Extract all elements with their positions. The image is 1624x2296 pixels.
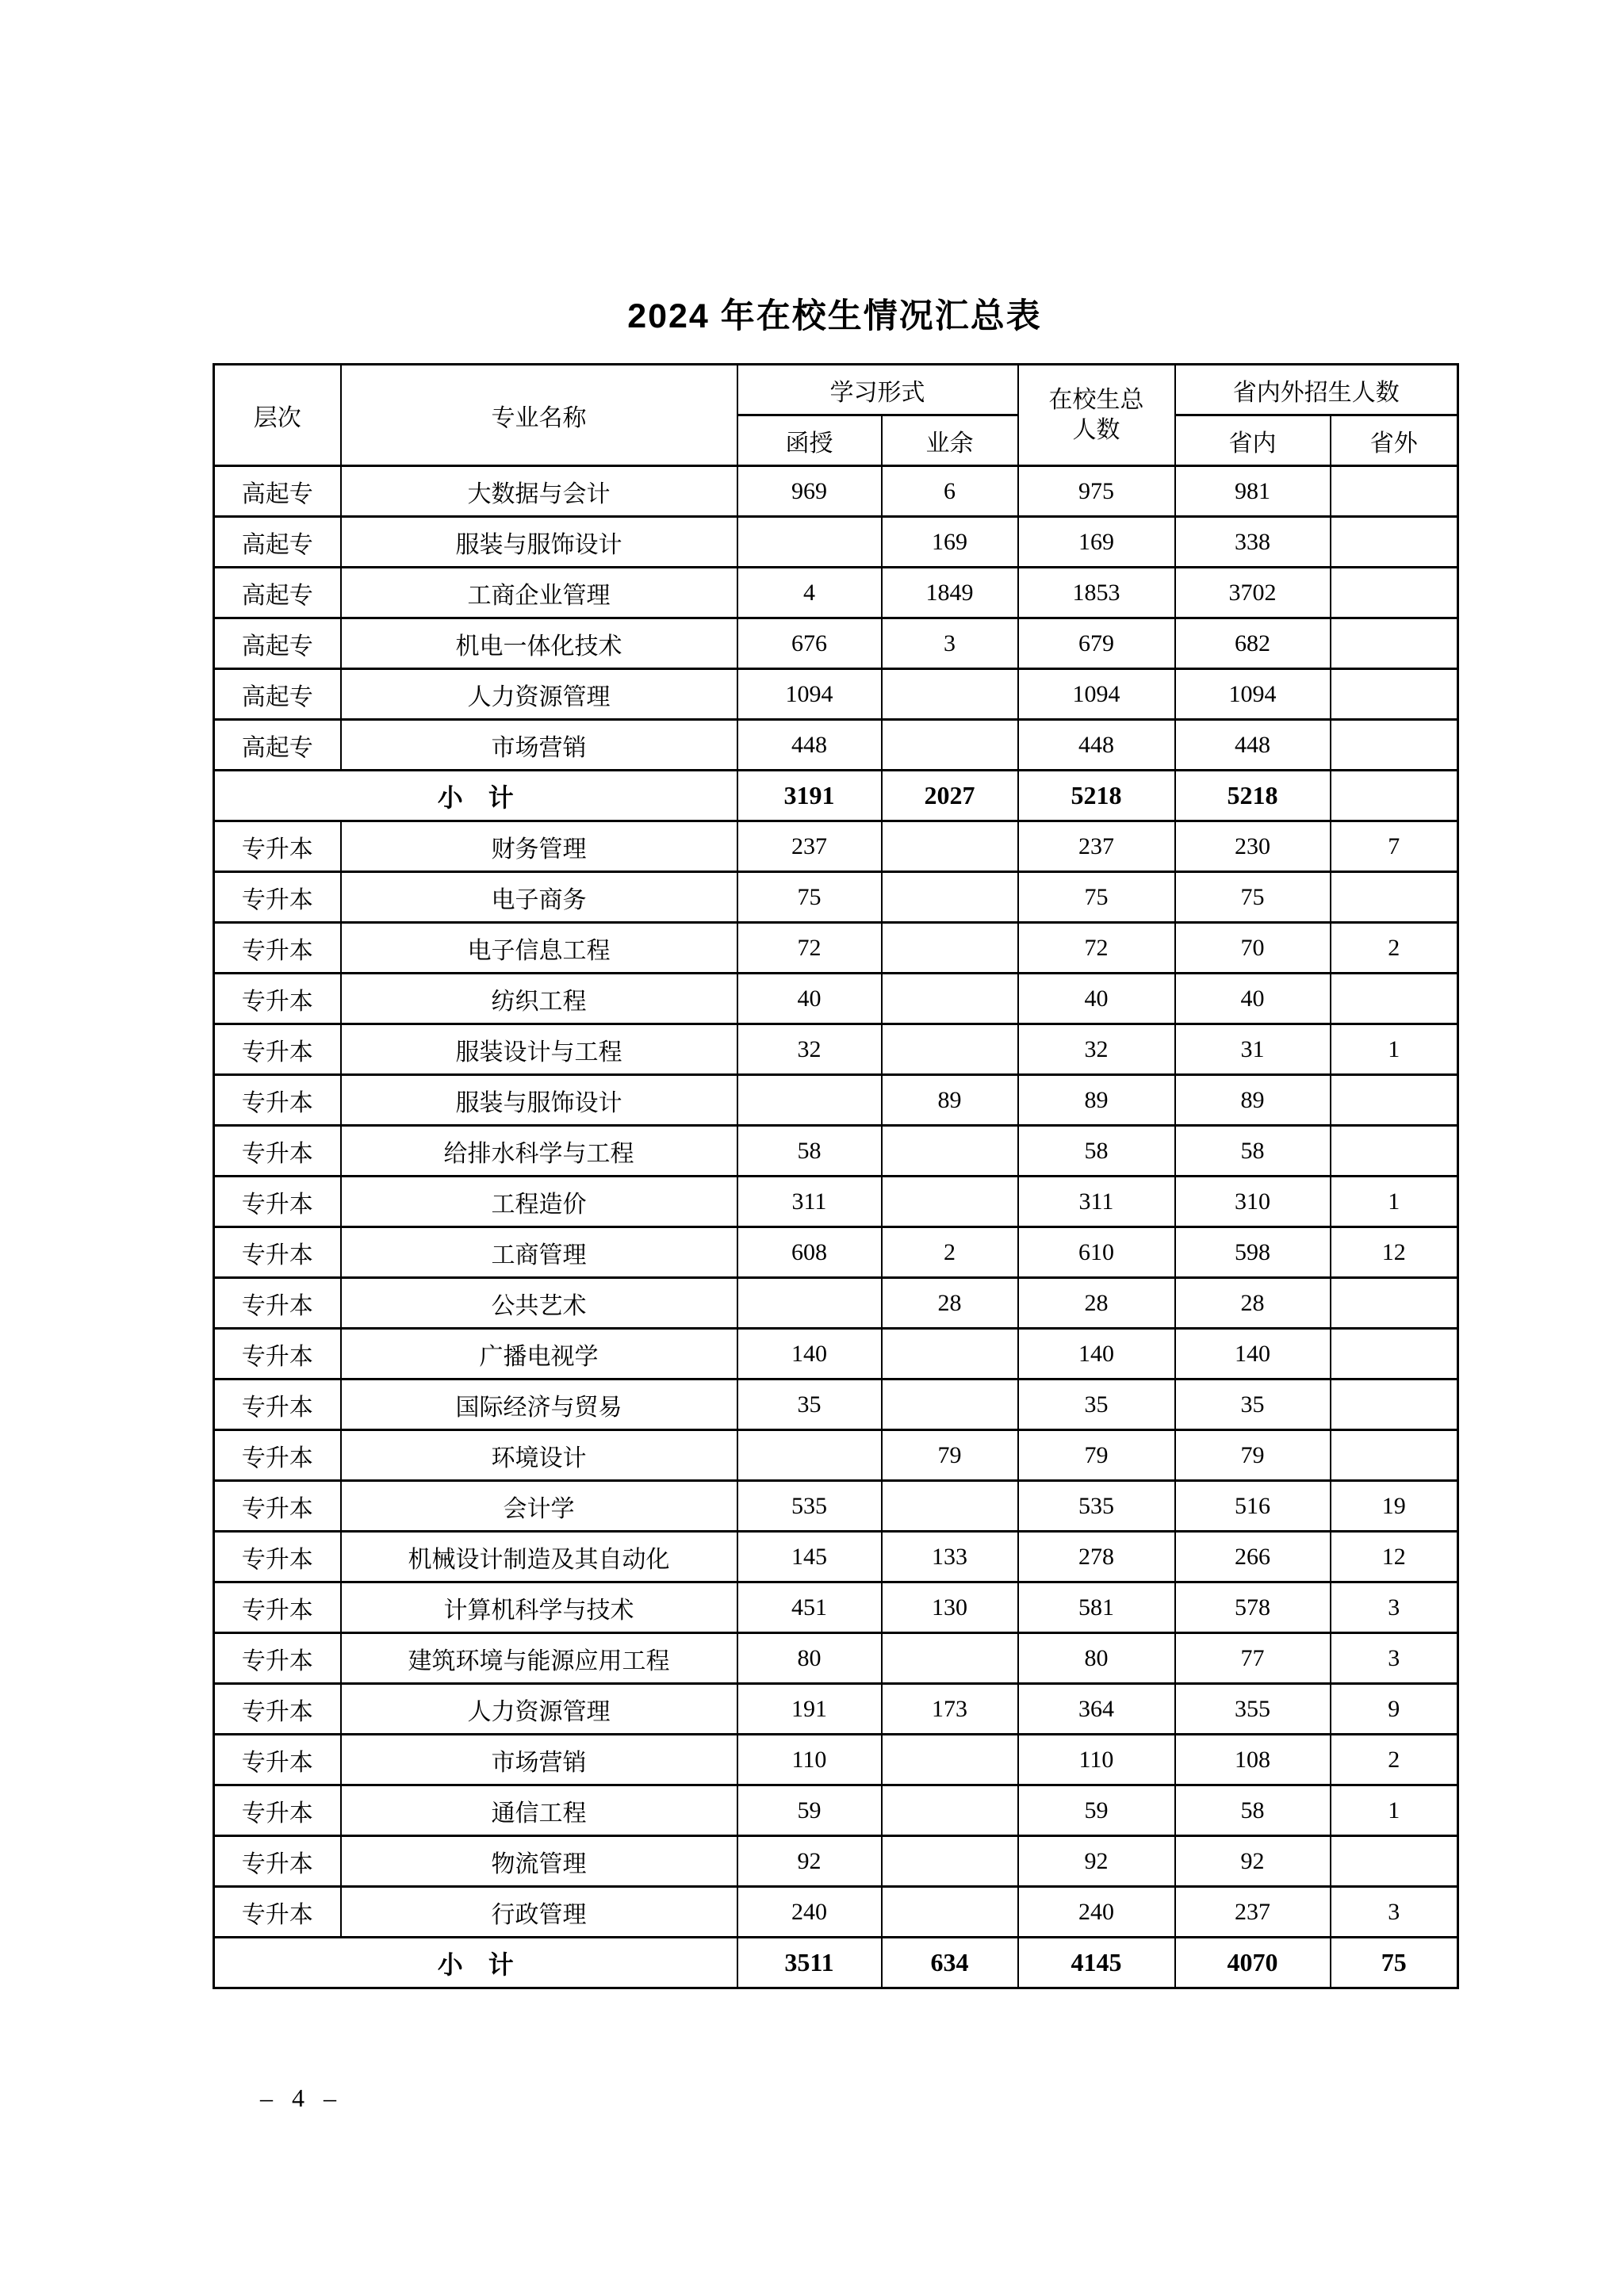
cell-major: 服装设计与工程 — [341, 1024, 737, 1075]
cell-level: 高起专 — [214, 669, 341, 720]
cell-level: 专升本 — [214, 821, 341, 872]
cell-part-time — [882, 1735, 1018, 1785]
cell-out-province — [1331, 669, 1458, 720]
cell-part-time — [882, 923, 1018, 974]
cell-in-province: 237 — [1175, 1887, 1331, 1938]
cell-total: 40 — [1018, 974, 1175, 1024]
cell-total: 80 — [1018, 1633, 1175, 1684]
cell-level: 专升本 — [214, 1684, 341, 1735]
cell-major: 建筑环境与能源应用工程 — [341, 1633, 737, 1684]
cell-level: 专升本 — [214, 1227, 341, 1278]
cell-level: 专升本 — [214, 1380, 341, 1430]
cell-correspondence: 110 — [737, 1735, 882, 1785]
col-header-in-province: 省内 — [1175, 415, 1331, 466]
cell-correspondence: 32 — [737, 1024, 882, 1075]
cell-part-time: 6 — [882, 466, 1018, 517]
cell-level: 专升本 — [214, 1785, 341, 1836]
cell-major: 人力资源管理 — [341, 669, 737, 720]
cell-out-province: 3 — [1331, 1582, 1458, 1633]
cell-out-province — [1331, 1075, 1458, 1126]
cell-major: 工商管理 — [341, 1227, 737, 1278]
cell-part-time — [882, 1177, 1018, 1227]
cell-in-province: 58 — [1175, 1126, 1331, 1177]
cell-out-province: 2 — [1331, 1735, 1458, 1785]
col-header-part-time: 业余 — [882, 415, 1018, 466]
cell-major: 通信工程 — [341, 1785, 737, 1836]
cell-total: 679 — [1018, 618, 1175, 669]
cell-in-province: 3702 — [1175, 568, 1331, 618]
cell-level: 专升本 — [214, 1177, 341, 1227]
cell-major: 国际经济与贸易 — [341, 1380, 737, 1430]
cell-major: 服装与服饰设计 — [341, 1075, 737, 1126]
table-row — [214, 1329, 1458, 1380]
cell-in-province: 578 — [1175, 1582, 1331, 1633]
cell-correspondence: 451 — [737, 1582, 882, 1633]
cell-level: 专升本 — [214, 1075, 341, 1126]
cell-part-time — [882, 669, 1018, 720]
cell-out-province: 1 — [1331, 1785, 1458, 1836]
cell-major: 机电一体化技术 — [341, 618, 737, 669]
cell-level: 高起专 — [214, 568, 341, 618]
cell-total: 448 — [1018, 720, 1175, 771]
subtotal-label: 小 计 — [214, 1938, 737, 1988]
cell-level: 专升本 — [214, 1329, 341, 1380]
cell-part-time: 130 — [882, 1582, 1018, 1633]
cell-major: 大数据与会计 — [341, 466, 737, 517]
cell-out-province — [1331, 1836, 1458, 1887]
table-row — [214, 1735, 1458, 1785]
cell-part-time: 1849 — [882, 568, 1018, 618]
cell-in-province: 89 — [1175, 1075, 1331, 1126]
cell-major: 机械设计制造及其自动化 — [341, 1532, 737, 1582]
cell-out-province: 12 — [1331, 1227, 1458, 1278]
cell-total: 72 — [1018, 923, 1175, 974]
cell-major: 电子商务 — [341, 872, 737, 923]
table-row — [214, 1024, 1458, 1075]
cell-out-province: 12 — [1331, 1532, 1458, 1582]
cell-total: 59 — [1018, 1785, 1175, 1836]
cell-major: 工程造价 — [341, 1177, 737, 1227]
cell-out-province — [1331, 568, 1458, 618]
cell-level: 专升本 — [214, 1481, 341, 1532]
cell-total: 581 — [1018, 1582, 1175, 1633]
cell-total: 4145 — [1018, 1938, 1175, 1988]
cell-level: 专升本 — [214, 872, 341, 923]
cell-correspondence: 140 — [737, 1329, 882, 1380]
cell-level: 高起专 — [214, 517, 341, 568]
cell-part-time — [882, 1633, 1018, 1684]
cell-major: 财务管理 — [341, 821, 737, 872]
cell-in-province: 92 — [1175, 1836, 1331, 1887]
cell-level: 高起专 — [214, 466, 341, 517]
cell-in-province: 516 — [1175, 1481, 1331, 1532]
cell-major: 环境设计 — [341, 1430, 737, 1481]
cell-level: 专升本 — [214, 923, 341, 974]
cell-correspondence: 80 — [737, 1633, 882, 1684]
cell-in-province: 70 — [1175, 923, 1331, 974]
cell-out-province — [1331, 720, 1458, 771]
cell-in-province: 75 — [1175, 872, 1331, 923]
cell-correspondence: 535 — [737, 1481, 882, 1532]
cell-major: 工商企业管理 — [341, 568, 737, 618]
table-row — [214, 1481, 1458, 1532]
cell-part-time: 2027 — [882, 771, 1018, 821]
cell-correspondence: 59 — [737, 1785, 882, 1836]
cell-out-province: 1 — [1331, 1024, 1458, 1075]
cell-out-province — [1331, 618, 1458, 669]
cell-total: 975 — [1018, 466, 1175, 517]
cell-total: 610 — [1018, 1227, 1175, 1278]
cell-total: 237 — [1018, 821, 1175, 872]
cell-in-province: 598 — [1175, 1227, 1331, 1278]
col-header-major: 专业名称 — [341, 365, 737, 466]
cell-total: 364 — [1018, 1684, 1175, 1735]
cell-in-province: 310 — [1175, 1177, 1331, 1227]
cell-correspondence: 3191 — [737, 771, 882, 821]
cell-total: 28 — [1018, 1278, 1175, 1329]
table-row — [214, 568, 1458, 618]
cell-out-province: 19 — [1331, 1481, 1458, 1532]
cell-part-time: 634 — [882, 1938, 1018, 1988]
table-row — [214, 1532, 1458, 1582]
table-row — [214, 1684, 1458, 1735]
table-body — [214, 466, 1458, 1988]
total-enrolled-label: 在校生总人数 — [1048, 387, 1144, 443]
cell-total: 32 — [1018, 1024, 1175, 1075]
table-row — [214, 1836, 1458, 1887]
cell-part-time: 89 — [882, 1075, 1018, 1126]
cell-correspondence: 4 — [737, 568, 882, 618]
cell-total: 278 — [1018, 1532, 1175, 1582]
cell-major: 计算机科学与技术 — [341, 1582, 737, 1633]
col-header-out-province: 省外 — [1331, 415, 1458, 466]
page-title: 2024 年在校生情况汇总表 — [627, 297, 1042, 335]
table-row — [214, 1177, 1458, 1227]
cell-in-province: 448 — [1175, 720, 1331, 771]
cell-part-time — [882, 1329, 1018, 1380]
cell-level: 专升本 — [214, 1887, 341, 1938]
cell-in-province: 355 — [1175, 1684, 1331, 1735]
cell-part-time: 173 — [882, 1684, 1018, 1735]
cell-part-time — [882, 821, 1018, 872]
cell-in-province: 266 — [1175, 1532, 1331, 1582]
cell-in-province: 31 — [1175, 1024, 1331, 1075]
cell-correspondence: 92 — [737, 1836, 882, 1887]
subtotal-row — [214, 1938, 1458, 1988]
cell-total: 1853 — [1018, 568, 1175, 618]
cell-out-province — [1331, 974, 1458, 1024]
cell-part-time — [882, 720, 1018, 771]
cell-out-province: 9 — [1331, 1684, 1458, 1735]
cell-major: 给排水科学与工程 — [341, 1126, 737, 1177]
cell-total: 75 — [1018, 872, 1175, 923]
cell-level: 专升本 — [214, 1735, 341, 1785]
table-row — [214, 1278, 1458, 1329]
cell-level: 专升本 — [214, 1532, 341, 1582]
cell-in-province: 338 — [1175, 517, 1331, 568]
cell-in-province: 35 — [1175, 1380, 1331, 1430]
cell-level: 专升本 — [214, 1430, 341, 1481]
cell-correspondence — [737, 1278, 882, 1329]
cell-correspondence — [737, 1430, 882, 1481]
table-row — [214, 821, 1458, 872]
cell-in-province: 230 — [1175, 821, 1331, 872]
cell-out-province — [1331, 1329, 1458, 1380]
col-header-correspondence: 函授 — [737, 415, 882, 466]
table-row — [214, 466, 1458, 517]
cell-in-province: 4070 — [1175, 1938, 1331, 1988]
table-row — [214, 618, 1458, 669]
col-header-level: 层次 — [214, 365, 341, 466]
cell-in-province: 1094 — [1175, 669, 1331, 720]
cell-total: 1094 — [1018, 669, 1175, 720]
cell-level: 专升本 — [214, 1126, 341, 1177]
table-row — [214, 720, 1458, 771]
cell-total: 79 — [1018, 1430, 1175, 1481]
cell-major: 服装与服饰设计 — [341, 517, 737, 568]
table-row — [214, 872, 1458, 923]
page-number: – 4 – — [260, 2084, 343, 2112]
cell-part-time — [882, 974, 1018, 1024]
cell-in-province: 79 — [1175, 1430, 1331, 1481]
cell-total: 35 — [1018, 1380, 1175, 1430]
cell-part-time — [882, 1785, 1018, 1836]
table-row — [214, 517, 1458, 568]
cell-total: 110 — [1018, 1735, 1175, 1785]
cell-out-province: 3 — [1331, 1887, 1458, 1938]
col-header-province-group: 省内外招生人数 — [1175, 365, 1458, 415]
cell-in-province: 5218 — [1175, 771, 1331, 821]
cell-correspondence: 608 — [737, 1227, 882, 1278]
table-row — [214, 1227, 1458, 1278]
cell-out-province — [1331, 771, 1458, 821]
cell-level: 专升本 — [214, 1024, 341, 1075]
cell-part-time: 79 — [882, 1430, 1018, 1481]
cell-total: 169 — [1018, 517, 1175, 568]
cell-major: 会计学 — [341, 1481, 737, 1532]
cell-part-time — [882, 1887, 1018, 1938]
cell-total: 535 — [1018, 1481, 1175, 1532]
cell-part-time — [882, 1481, 1018, 1532]
cell-correspondence: 191 — [737, 1684, 882, 1735]
cell-correspondence: 676 — [737, 618, 882, 669]
cell-major: 物流管理 — [341, 1836, 737, 1887]
table-row — [214, 1075, 1458, 1126]
table-row — [214, 1785, 1458, 1836]
cell-level: 专升本 — [214, 1582, 341, 1633]
cell-level: 专升本 — [214, 974, 341, 1024]
cell-in-province: 981 — [1175, 466, 1331, 517]
cell-part-time: 2 — [882, 1227, 1018, 1278]
cell-correspondence: 35 — [737, 1380, 882, 1430]
cell-total: 140 — [1018, 1329, 1175, 1380]
cell-correspondence: 311 — [737, 1177, 882, 1227]
cell-part-time — [882, 872, 1018, 923]
cell-level: 高起专 — [214, 618, 341, 669]
cell-part-time: 133 — [882, 1532, 1018, 1582]
table-row — [214, 1582, 1458, 1633]
cell-correspondence: 237 — [737, 821, 882, 872]
cell-major: 广播电视学 — [341, 1329, 737, 1380]
subtotal-row — [214, 771, 1458, 821]
cell-major: 人力资源管理 — [341, 1684, 737, 1735]
cell-correspondence: 58 — [737, 1126, 882, 1177]
cell-part-time — [882, 1380, 1018, 1430]
table-row — [214, 1887, 1458, 1938]
cell-major: 公共艺术 — [341, 1278, 737, 1329]
table-row — [214, 1633, 1458, 1684]
cell-correspondence: 240 — [737, 1887, 882, 1938]
cell-part-time: 169 — [882, 517, 1018, 568]
header-row-top — [214, 365, 1458, 415]
cell-level: 高起专 — [214, 720, 341, 771]
cell-total: 5218 — [1018, 771, 1175, 821]
cell-in-province: 40 — [1175, 974, 1331, 1024]
cell-in-province: 28 — [1175, 1278, 1331, 1329]
table-row — [214, 1126, 1458, 1177]
table-row — [214, 1380, 1458, 1430]
cell-part-time — [882, 1126, 1018, 1177]
table-row — [214, 669, 1458, 720]
cell-part-time: 3 — [882, 618, 1018, 669]
cell-out-province — [1331, 1126, 1458, 1177]
subtotal-label: 小 计 — [214, 771, 737, 821]
cell-correspondence: 3511 — [737, 1938, 882, 1988]
cell-out-province — [1331, 517, 1458, 568]
table-header — [214, 365, 1458, 466]
table-row — [214, 974, 1458, 1024]
cell-part-time — [882, 1836, 1018, 1887]
cell-in-province: 108 — [1175, 1735, 1331, 1785]
cell-out-province — [1331, 1380, 1458, 1430]
cell-major: 纺织工程 — [341, 974, 737, 1024]
cell-out-province — [1331, 872, 1458, 923]
table-row — [214, 1430, 1458, 1481]
cell-in-province: 140 — [1175, 1329, 1331, 1380]
table-row — [214, 923, 1458, 974]
cell-correspondence: 72 — [737, 923, 882, 974]
cell-part-time: 28 — [882, 1278, 1018, 1329]
cell-level: 专升本 — [214, 1278, 341, 1329]
cell-total: 58 — [1018, 1126, 1175, 1177]
cell-in-province: 682 — [1175, 618, 1331, 669]
cell-total: 240 — [1018, 1887, 1175, 1938]
cell-out-province — [1331, 466, 1458, 517]
cell-correspondence — [737, 1075, 882, 1126]
cell-out-province: 75 — [1331, 1938, 1458, 1988]
cell-in-province: 58 — [1175, 1785, 1331, 1836]
cell-level: 专升本 — [214, 1633, 341, 1684]
cell-major: 市场营销 — [341, 720, 737, 771]
cell-correspondence: 40 — [737, 974, 882, 1024]
cell-major: 电子信息工程 — [341, 923, 737, 974]
cell-correspondence: 145 — [737, 1532, 882, 1582]
cell-out-province — [1331, 1278, 1458, 1329]
cell-major: 市场营销 — [341, 1735, 737, 1785]
cell-correspondence: 1094 — [737, 669, 882, 720]
cell-out-province: 3 — [1331, 1633, 1458, 1684]
cell-total: 92 — [1018, 1836, 1175, 1887]
col-header-study-form-group: 学习形式 — [737, 365, 1018, 415]
cell-correspondence: 75 — [737, 872, 882, 923]
cell-total: 311 — [1018, 1177, 1175, 1227]
cell-part-time — [882, 1024, 1018, 1075]
cell-out-province: 7 — [1331, 821, 1458, 872]
cell-level: 专升本 — [214, 1836, 341, 1887]
cell-correspondence: 969 — [737, 466, 882, 517]
cell-out-province: 1 — [1331, 1177, 1458, 1227]
cell-correspondence: 448 — [737, 720, 882, 771]
cell-out-province — [1331, 1430, 1458, 1481]
cell-major: 行政管理 — [341, 1887, 737, 1938]
cell-correspondence — [737, 517, 882, 568]
cell-out-province: 2 — [1331, 923, 1458, 974]
cell-total: 89 — [1018, 1075, 1175, 1126]
cell-in-province: 77 — [1175, 1633, 1331, 1684]
enrollment-summary-table — [213, 363, 1459, 1989]
col-header-total-enrolled — [1018, 365, 1175, 466]
